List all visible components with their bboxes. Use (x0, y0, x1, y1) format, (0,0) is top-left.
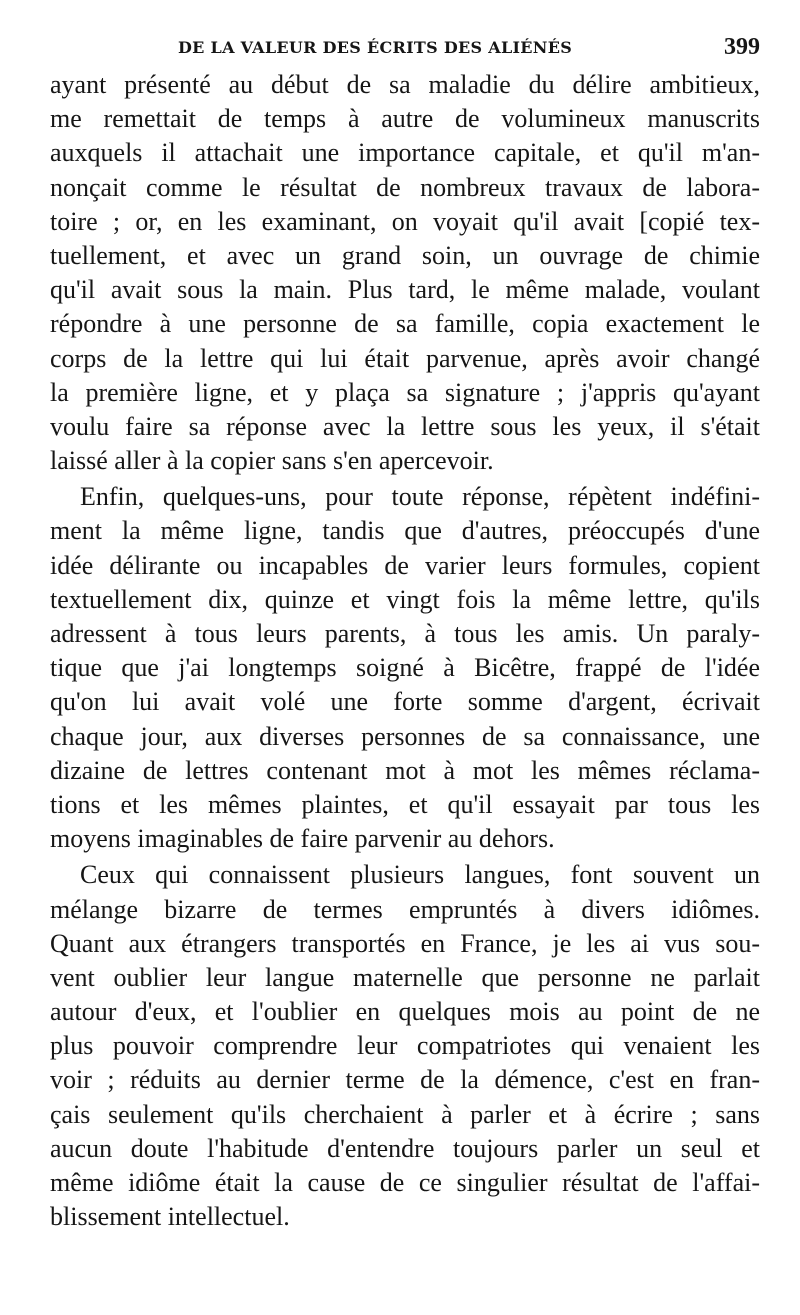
text-line: auxquels il attachait une importance capitale, et qu'il m'an- (50, 138, 760, 168)
text-line: moyens imaginables de faire parvenir au dehors. (50, 824, 555, 854)
body-text (50, 68, 760, 1234)
text-line: qu'on lui avait volé une forte somme d'argent, écrivait (50, 687, 760, 717)
text-line: toire ; or, en les examinant, on voyait qu'il avait [copié tex- (50, 206, 760, 236)
text-line: tique que j'ai longtemps soigné à Bicêtre, frappé de l'idée (50, 653, 760, 683)
text-line: Enfin, quelques-uns, pour toute réponse, répètent indéfini- (80, 482, 760, 512)
text-line: voir ; réduits au dernier terme de la démence, c'est en fran- (50, 1065, 760, 1095)
text-line: plus pouvoir comprendre leur compatriotes qui venaient les (50, 1031, 760, 1061)
text-line: autour d'eux, et l'oublier en quelques mois au point de ne (50, 997, 760, 1027)
text-line: textuellement dix, quinze et vingt fois la même lettre, qu'ils (50, 584, 760, 614)
paragraph-2 (50, 480, 760, 856)
text-line: ayant présenté au début de sa maladie du délire ambitieux, (50, 70, 760, 99)
text-line: corps de la lettre qui lui était parvenue, après avoir changé (50, 343, 760, 373)
paragraph-3 (50, 858, 760, 1234)
text-line: nonçait comme le résultat de nombreux travaux de labora- (50, 172, 760, 202)
running-title: DE LA VALEUR DES ÉCRITS DES ALIÉNÉS (178, 38, 573, 57)
text-line: idée délirante ou incapables de varier leurs formules, copient (50, 550, 760, 580)
text-line: la première ligne, et y plaça sa signature ; j'appris qu'ayant (50, 377, 760, 407)
text-line: mélange bizarre de termes empruntés à divers idiômes. (50, 894, 760, 924)
text-line: tions et les mêmes plaintes, et qu'il essayait par tous les (50, 789, 760, 819)
text-line: qu'il avait sous la main. Plus tard, le même malade, voulant (50, 275, 760, 305)
text-line: aucun doute l'habitude d'entendre toujours parler un seul et (50, 1133, 760, 1163)
text-line: voulu faire sa réponse avec la lettre sous les yeux, il s'était (50, 411, 760, 441)
text-line: tuellement, et avec un grand soin, un ouvrage de chimie (50, 240, 760, 270)
text-line: çais seulement qu'ils cherchaient à parler et à écrire ; sans (50, 1099, 760, 1129)
text-line: ment la même ligne, tandis que d'autres, préoccupés d'une (50, 516, 760, 546)
text-line: Ceux qui connaissent plusieurs langues, font souvent un (80, 860, 760, 890)
text-line: chaque jour, aux diverses personnes de sa connaissance, une (50, 721, 760, 751)
text-line: vent oublier leur langue maternelle que personne ne parlait (50, 962, 760, 992)
text-line: adressent à tous leurs parents, à tous les amis. Un paraly- (50, 619, 760, 648)
text-line: dizaine de lettres contenant mot à mot les mêmes réclama- (50, 755, 760, 785)
text-line: me remettait de temps à autre de volumineux manuscrits (50, 104, 760, 134)
text-line: blissement intellectuel. (50, 1202, 290, 1232)
text-line: Quant aux étrangers transportés en France, je les ai vus sou- (50, 928, 760, 958)
running-head (0, 34, 800, 64)
text-line: répondre à une personne de sa famille, copia exactement le (50, 309, 760, 339)
paragraph-1 (50, 68, 760, 478)
text-line: même idiôme était la cause de ce singulier résultat de l'affai- (50, 1168, 760, 1197)
page-number: 399 (724, 34, 760, 60)
text-line: laissé aller à la copier sans s'en apercevoir. (50, 446, 494, 476)
